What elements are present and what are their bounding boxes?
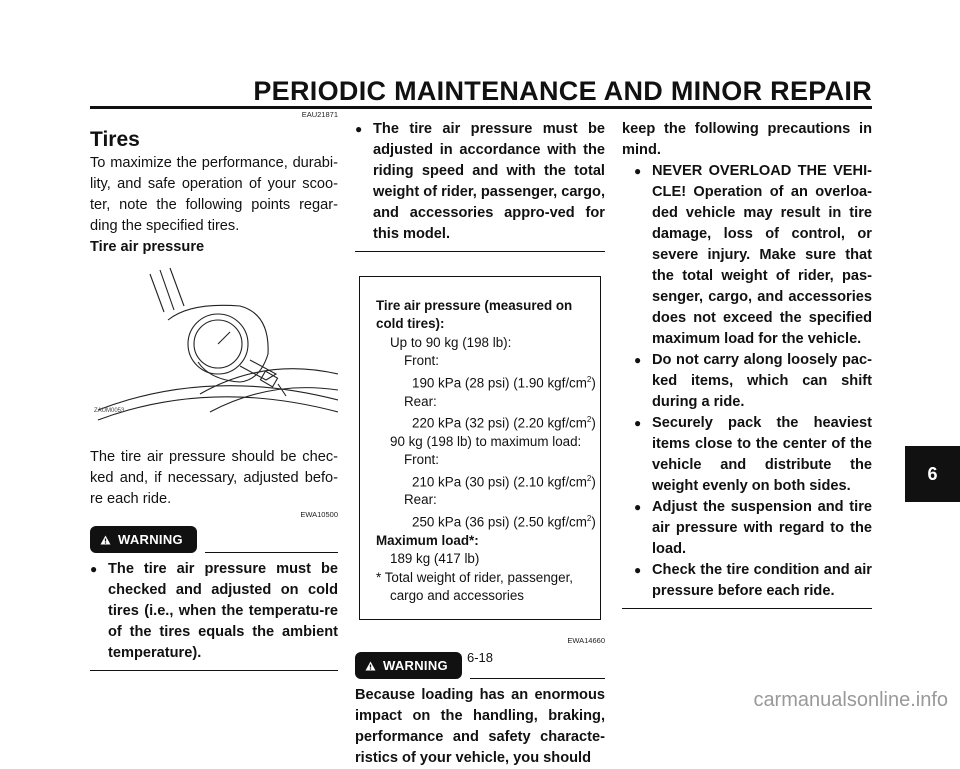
- spec-maxload-value: 189 kg (417 lb): [390, 551, 480, 567]
- warning-bullet-text: The tire air pressure must be checked and adjusted on cold tires (i.e., when the temperatu-re of the tires equals the ambient temperature).: [108, 561, 338, 661]
- page-header-title: PERIODIC MAINTENANCE AND MINOR REPAIR: [253, 76, 872, 106]
- figure-code: ZAUM0053: [94, 408, 125, 414]
- spec-rear-label: Rear:: [404, 393, 437, 409]
- spec-rear-value-light: 220 kPa (32 psi) (2.20 kgf/$cm^2$): [412, 414, 596, 431]
- bullet-icon: ●: [634, 563, 642, 577]
- column-middle: [355, 110, 605, 769]
- warning-end-rule: [90, 670, 338, 671]
- spec-front-value-heavy: 210 kPa (30 psi) (2.10 kgf/$cm^2$): [412, 473, 596, 490]
- spec-maxload-label: Maximum load*:: [376, 532, 479, 548]
- warning-label-2: WARNING: [383, 658, 448, 674]
- tire-pressure-spec-box: [359, 276, 601, 620]
- subheading: Tire air pressure: [90, 239, 205, 255]
- list-item: ● Adjust the suspension and tire air pressure with regard to the load.: [634, 497, 872, 560]
- precautions-end-rule: [622, 608, 872, 609]
- bullet-icon: ●: [634, 416, 642, 430]
- section-title: Tires: [90, 128, 140, 151]
- list-item: ● NEVER OVERLOAD THE VEHI-CLE! Operation of an overloa-ded vehicle may result in tire damage, loss of control, or severe injury. Make sure that the total weight of rider, pas-senger, cargo, and accessories does not exceed the specified maximum load for the vehicle.: [634, 161, 872, 350]
- warning-triangle-icon: [100, 535, 111, 545]
- page-number: 6-18: [466, 650, 494, 665]
- load-bullet-text: The tire air pressure must be adjusted in accordance with the riding speed and with the total weight of rider, passenger, cargo, and accessories appro-ved for this model.: [373, 121, 605, 242]
- spec-front-label: Front:: [404, 353, 439, 369]
- spec-front-value-light: 190 kPa (28 psi) (1.90 kgf/$cm^2$): [412, 374, 596, 391]
- warning-triangle-icon: [365, 661, 376, 671]
- list-item: ● Check the tire condition and air pressure before each ride.: [634, 560, 872, 602]
- bullet-icon: ●: [634, 353, 642, 367]
- warning-line: [205, 552, 338, 553]
- warning-line-2: [470, 678, 605, 679]
- precautions-lead: keep the following precautions in mind.: [622, 121, 872, 158]
- spec-rear-value-heavy: 250 kPa (36 psi) (2.50 kgf/$cm^2$): [412, 513, 596, 530]
- watermark: carmanualsonline.info: [753, 689, 948, 711]
- list-item: ● Do not carry along loosely pac-ked items, which can shift during a ride.: [634, 350, 872, 413]
- warning-label: WARNING: [118, 532, 183, 547]
- warning-code-2: EWA14660: [567, 636, 605, 646]
- section-code: EAU21871: [301, 110, 338, 119]
- bullet-end-rule: [355, 251, 605, 252]
- column-left: [90, 110, 338, 671]
- warning-code: EWA10500: [300, 510, 338, 519]
- spec-line-heavy: 90 kg (198 lb) to maximum load:: [390, 433, 582, 449]
- bullet-icon: ●: [634, 164, 642, 178]
- list-item: ● Securely pack the heaviest items close to the center of the vehicle and distribute the weight evenly on both sides.: [634, 413, 872, 497]
- precautions-list: [622, 161, 872, 602]
- loading-warning-text: Because loading has an enormous impact on the handling, braking, performance and safety characte-ristics of your vehicle, you should: [355, 687, 605, 767]
- warning-badge: [90, 526, 197, 553]
- bullet-icon: ●: [634, 500, 642, 514]
- spec-line-light: Up to 90 kg (198 lb):: [390, 334, 512, 350]
- spec-rear-label-2: Rear:: [404, 492, 437, 508]
- warning-bullet: [90, 559, 338, 664]
- load-bullet: [355, 119, 605, 245]
- intro-paragraph: To maximize the performance, durabi-lity, and safe operation of your scoo-ter, note the following points regar-ding the specified tires.: [90, 155, 338, 234]
- pressure-paragraph: The tire air pressure should be chec-ked and, if necessary, adjusted befo-re each ride.: [90, 449, 338, 507]
- spec-front-label-2: Front:: [404, 452, 439, 468]
- spec-footnote: * Total weight of rider, passenger, cargo and accessories: [376, 569, 574, 603]
- column-right: [622, 110, 872, 609]
- chapter-tab: 6: [905, 446, 960, 502]
- warning-header: [90, 526, 338, 553]
- spec-heading: Tire air pressure (measured on cold tires):: [376, 298, 573, 332]
- tire-gauge-illustration: [90, 262, 338, 432]
- bullet-icon: ●: [355, 122, 363, 136]
- header-rule: [90, 106, 872, 109]
- bullet-icon: ●: [90, 562, 98, 576]
